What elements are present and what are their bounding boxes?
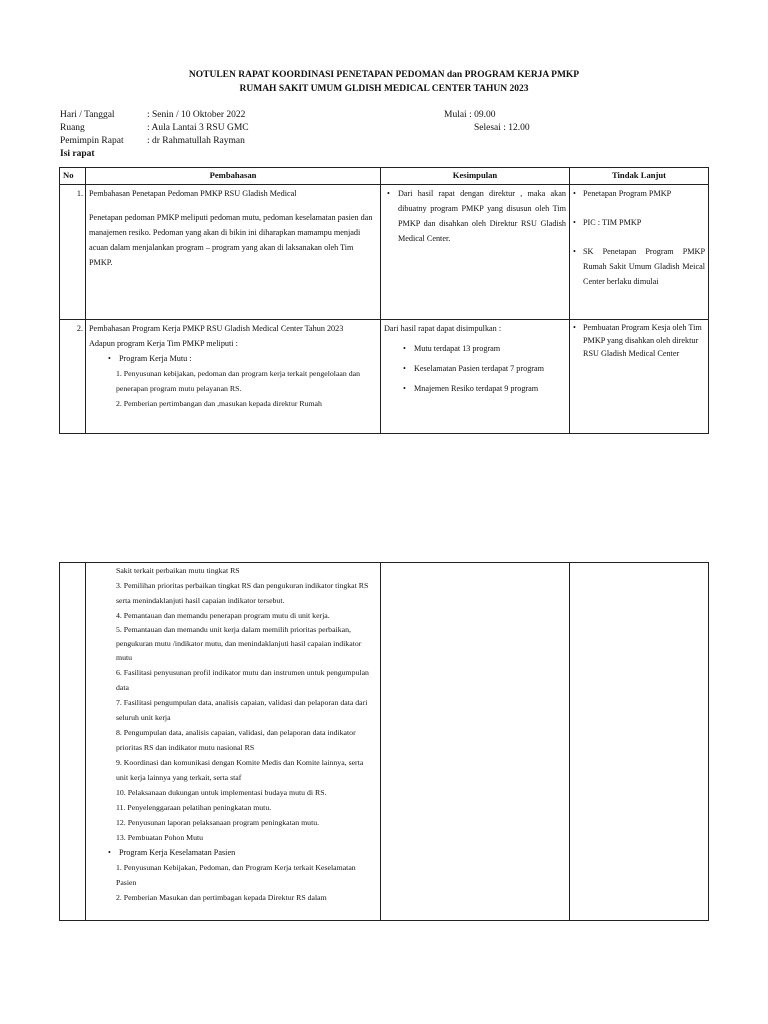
meta-selesai: Selesai : 12.00 (474, 123, 530, 133)
table-header-row (60, 168, 709, 185)
table-row (60, 320, 709, 434)
table-row (60, 185, 709, 320)
row1-pembahasan-title: Pembahasan Penetapan Pedoman PMKP RSU Gladish Medical (89, 189, 297, 198)
cont-keselamatan-item-1: 1. Penyusunan Kebijakan, Pedoman, dan Program Kerja terkait Keselamatan Pasien (116, 863, 356, 887)
header-no: No (60, 168, 86, 185)
cont-mutu-item-5: 5. Pemantauan dan memandu unit kerja dalam memilih prioritas perbaikan, pengukuran mutu /indikator mutu, dan menindaklanjuti hasil capaian indikator mutu (116, 625, 362, 662)
row1-tindak-item-2: • PIC : TIM PMKP (573, 215, 705, 230)
row1-kesimpulan-item: • Dari hasil rapat dengan direktur , maka akan dibuatny program PMKP yang disusun oleh Tim PMKP dan disahkan oleh Direktur RSU Gladish Medical Center. (384, 186, 566, 246)
meta-mulai: Mulai : 09.00 (444, 110, 496, 120)
row2-tindak-lanjut (570, 320, 709, 434)
row2-kesimpulan-item-1: • Mutu terdapat 13 program (400, 341, 566, 356)
cont-mutu-item-12: 12. Penyusunan laporan pelaksanaan program peningkatan mutu. (116, 818, 320, 827)
row2-program-mutu-heading: • Program Kerja Mutu : (105, 351, 377, 366)
meta-pemimpin-value: : dr Rahmatullah Rayman (147, 136, 245, 146)
header-pembahasan: Pembahasan (86, 168, 381, 185)
row2-kesimpulan-intro: Dari hasil rapat dapat disimpulkan : (384, 324, 502, 333)
meta-hari-label: Hari / Tanggal (60, 110, 115, 120)
cont-mutu-item-2-continued: Sakit terkait perbaikan mutu tingkat RS (116, 566, 240, 575)
meta-pemimpin-label: Pemimpin Rapat (60, 136, 124, 146)
row2-pembahasan-title: Pembahasan Program Kerja PMKP RSU Gladish Medical Center Tahun 2023 (89, 324, 344, 333)
isi-rapat-heading: Isi rapat (60, 149, 95, 159)
row2-pembahasan (86, 320, 381, 434)
meta-ruang-value: : Aula Lantai 3 RSU GMC (147, 123, 249, 133)
cont-tindak-lanjut (570, 563, 709, 921)
cont-program-keselamatan-heading: • Program Kerja Keselamatan Pasien (105, 845, 377, 860)
header-tindak-lanjut: Tindak Lanjut (570, 168, 709, 185)
meta-hari-value: : Senin / 10 Oktober 2022 (147, 110, 246, 120)
row2-kesimpulan (381, 320, 570, 434)
row2-pembahasan-intro: Adapun program Kerja Tim PMKP meliputi : (89, 339, 238, 348)
document-title-line-2: RUMAH SAKIT UMUM GLDISH MEDICAL CENTER TAHUN 2023 (239, 84, 529, 94)
header-kesimpulan: Kesimpulan (381, 168, 570, 185)
row1-no: 1. (60, 185, 86, 320)
cont-pembahasan (86, 563, 381, 921)
cont-mutu-item-11: 11. Penyelenggaraan pelatihan peningkatan mutu. (116, 803, 272, 812)
cont-mutu-item-7: 7. Fasilitasi pengumpulan data, analisis capaian, validasi dan pelaporan data dari seluruh unit kerja (116, 698, 368, 722)
row2-tindak-item-1: • Pembuatan Program Kesja oleh Tim PMKP yang disahkan oleh direktur RSU Gladish Medical Center (573, 321, 705, 360)
cont-mutu-item-8: 8. Pengumpulan data, analisis capaian, validasi, dan pelaporan data indikator prioritas RS dan indikator mutu nasional RS (116, 728, 356, 752)
table-row (60, 563, 709, 921)
cont-mutu-item-13: 13. Pembuatan Pohon Mutu (116, 833, 204, 842)
cont-no (60, 563, 86, 921)
minutes-table-continued (59, 562, 709, 921)
row1-tindak-lanjut (570, 185, 709, 320)
document-title-line-1: NOTULEN RAPAT KOORDINASI PENETAPAN PEDOMAN dan PROGRAM KERJA PMKP (188, 70, 580, 80)
row1-pembahasan (86, 185, 381, 320)
row2-mutu-item-1: 1. Penyusunan kebijakan, pedoman dan program kerja terkait pengelolaan dan penerapan program mutu pelayanan RS. (116, 369, 361, 393)
cont-keselamatan-item-2: 2. Pemberian Masukan dan pertimbagan kepada Direktur RS dalam (116, 893, 327, 902)
cont-mutu-item-3: 3. Pemilihan prioritas perbaikan tingkat RS dan pengukuran indikator tingkat RS serta menindaklanjuti hasil capaian indikator tersebut. (116, 581, 369, 605)
cont-mutu-item-4: 4. Pemantauan dan memandu penerapan program mutu di unit kerja. (116, 611, 330, 620)
row2-mutu-item-2: 2. Pemberian pertimbangan dan ,masukan kepada direktur Rumah (116, 399, 322, 408)
cont-mutu-item-6: 6. Fasilitasi penyusunan profil indikator mutu dan instrumen untuk pengumpulan data (116, 668, 369, 692)
cont-mutu-item-10: 10. Pelaksanaan dukungan untuk implementasi budaya mutu di RS. (116, 788, 327, 797)
row1-pembahasan-body: Penetapan pedoman PMKP meliputi pedoman mutu, pedoman keselamatan pasien dan manajemen resiko. Pedoman yang akan di bikin ini diharapkan mamampu menjadi acuan dalam menjalankan program – program yang akan di laksanakan oleh Tim PMKP. (89, 213, 373, 267)
row1-kesimpulan (381, 185, 570, 320)
cont-mutu-item-9: 9. Koordinasi dan komunikasi dengan Komite Medis dan Komite lainnya, serta unit kerja lainnya yang terkait, serta staf (116, 758, 364, 782)
cont-kesimpulan (381, 563, 570, 921)
row2-kesimpulan-item-3: • Mnajemen Resiko terdapat 9 program (400, 381, 566, 396)
row2-no: 2. (60, 320, 86, 434)
meta-ruang-label: Ruang (60, 123, 85, 133)
row2-kesimpulan-item-2: • Keselamatan Pasien terdapat 7 program (400, 361, 566, 376)
minutes-table (59, 167, 709, 434)
row1-tindak-item-3: • SK Penetapan Program PMKP Rumah Sakit Umum Gladish Meical Center berlaku dimulai (573, 244, 705, 289)
row1-tindak-item-1: • Penetapan Program PMKP (573, 186, 705, 201)
